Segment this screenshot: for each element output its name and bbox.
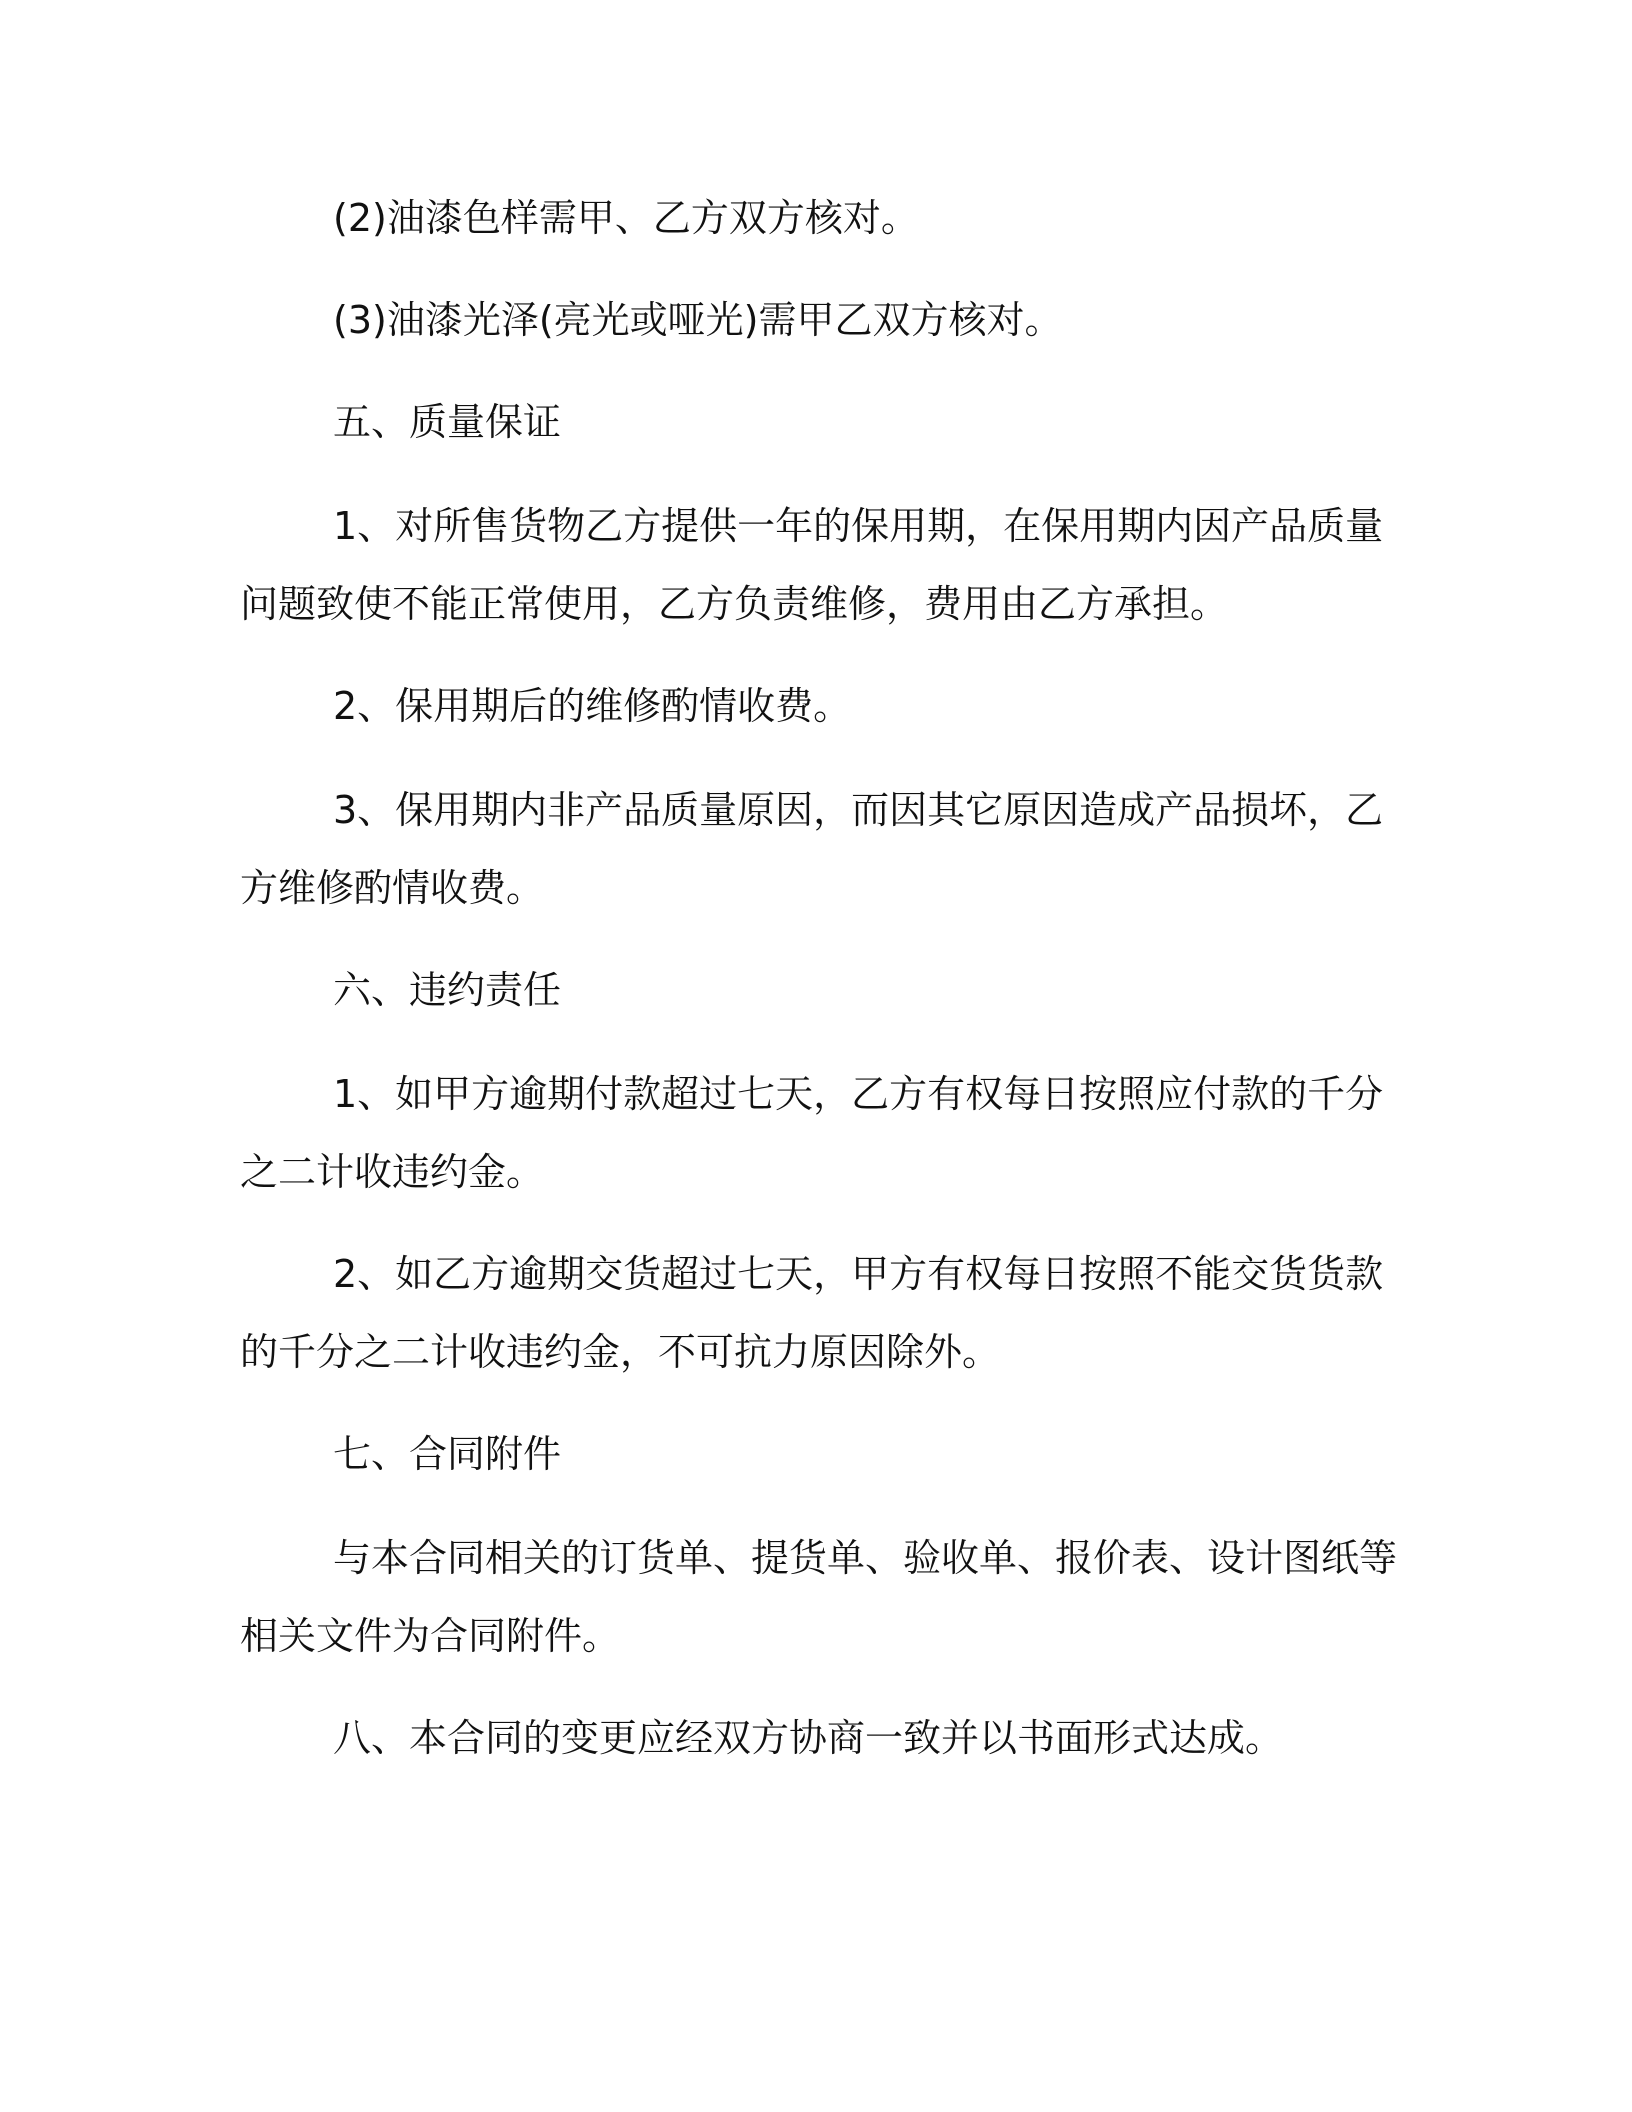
- clause-6-item-1-line-2: 之二计收违约金。: [240, 1150, 545, 1194]
- clause-4-item-3: (3)油漆光泽(亮光或哑光)需甲乙双方核对。: [333, 298, 1063, 342]
- clause-6-item-2-line-1: 2、如乙方逾期交货超过七天，甲方有权每日按照不能交货货款: [333, 1252, 1384, 1296]
- section-heading-contract-attachments: 七、合同附件: [333, 1432, 562, 1476]
- clause-5-item-2: 2、保用期后的维修酌情收费。: [333, 684, 852, 728]
- clause-7-body-line-1: 与本合同相关的订货单、提货单、验收单、报价表、设计图纸等: [333, 1536, 1398, 1580]
- section-heading-breach-liability: 六、违约责任: [333, 968, 562, 1012]
- clause-5-item-3-line-1: 3、保用期内非产品质量原因，而因其它原因造成产品损坏，乙: [333, 788, 1384, 832]
- section-heading-quality-guarantee: 五、质量保证: [333, 400, 562, 444]
- section-heading-contract-amendment: 八、本合同的变更应经双方协商一致并以书面形式达成。: [333, 1716, 1284, 1760]
- clause-5-item-1-line-1: 1、对所售货物乙方提供一年的保用期，在保用期内因产品质量: [333, 504, 1384, 548]
- clause-4-item-2: (2)油漆色样需甲、乙方双方核对。: [333, 196, 919, 240]
- clause-6-item-1-line-1: 1、如甲方逾期付款超过七天，乙方有权每日按照应付款的千分: [333, 1072, 1384, 1116]
- clause-6-item-2-line-2: 的千分之二计收违约金，不可抗力原因除外。: [240, 1330, 1001, 1374]
- clause-5-item-3-line-2: 方维修酌情收费。: [240, 866, 545, 910]
- clause-5-item-1-line-2: 问题致使不能正常使用，乙方负责维修，费用由乙方承担。: [240, 582, 1229, 626]
- clause-7-body-line-2: 相关文件为合同附件。: [240, 1614, 621, 1658]
